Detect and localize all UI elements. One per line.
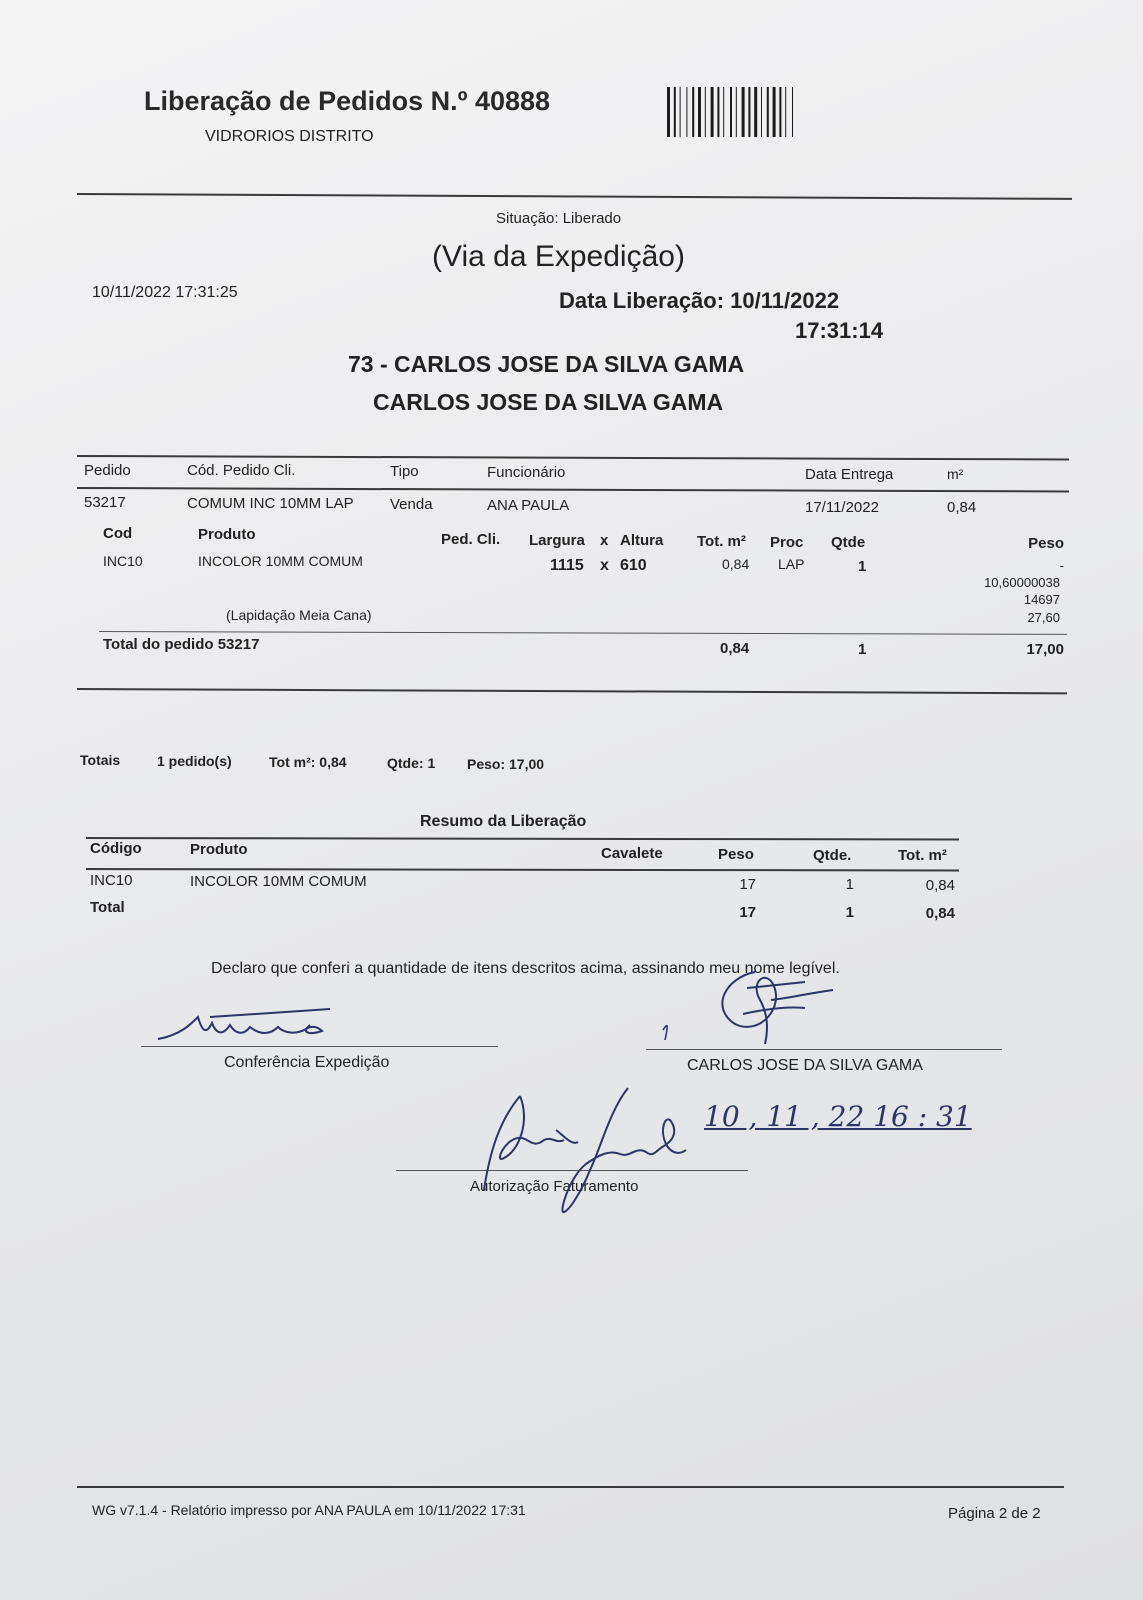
item-peso-line2: 14697 — [1023, 592, 1060, 607]
client-code-name: 73 - CARLOS JOSE DA SILVA GAMA — [348, 351, 745, 377]
summary-header-produto: Produto — [190, 841, 248, 858]
order-total-peso: 17,00 — [1026, 641, 1064, 658]
item-header-tot-m2: Tot. m² — [697, 533, 746, 550]
summary-total-peso: 17 — [739, 904, 756, 921]
item-width: 1115 — [550, 557, 584, 574]
summary-header-qtde: Qtde. — [813, 847, 852, 864]
summary-header-tot-m2: Tot. m² — [898, 847, 947, 864]
client-order-code: COMUM INC 10MM LAP — [187, 495, 354, 512]
summary-header-peso: Peso — [718, 846, 754, 863]
employee-name: ANA PAULA — [487, 497, 570, 514]
item-proc: LAP — [778, 556, 805, 572]
client-name: CARLOS JOSE DA SILVA GAMA — [373, 389, 724, 415]
summary-header-cavalete: Cavalete — [601, 845, 663, 862]
item-product: INCOLOR 10MM COMUM — [198, 553, 363, 569]
footer-printed-by: WG v7.1.4 - Relatório impresso por ANA PAULA em 10/11/2022 17:31 — [92, 1502, 526, 1518]
col-header-funcionario: Funcionário — [487, 464, 566, 481]
order-table-bottom-rule — [77, 688, 1067, 694]
order-type: Venda — [390, 496, 433, 513]
col-header-cod-pedido: Cód. Pedido Cli. — [187, 462, 296, 479]
client-signature-line — [646, 1049, 1002, 1050]
item-process-note: (Lapidação Meia Cana) — [226, 607, 372, 623]
summary-total-label: Total — [90, 899, 125, 916]
client-signature-label: CARLOS JOSE DA SILVA GAMA — [687, 1057, 923, 1074]
summary-row-codigo: INC10 — [90, 872, 133, 889]
item-header-qtde: Qtde — [831, 534, 866, 551]
company-name: VIDRORIOS DISTRITO — [205, 128, 374, 145]
totals-m2: Tot m²: 0,84 — [269, 754, 347, 770]
order-m2: 0,84 — [947, 499, 977, 516]
release-date: Data Liberação: 10/11/2022 — [559, 288, 840, 313]
summary-total-tot-m2: 0,84 — [925, 905, 955, 922]
summary-row-produto: INCOLOR 10MM COMUM — [190, 873, 367, 890]
item-header-cod: Cod — [103, 525, 133, 542]
delivery-date: 17/11/2022 — [805, 499, 879, 516]
order-total-qtde: 1 — [858, 641, 867, 658]
order-total-m2: 0,84 — [720, 640, 750, 657]
item-header-x: x — [600, 532, 609, 549]
item-times: x — [600, 557, 609, 574]
item-code: INC10 — [103, 553, 143, 569]
autorizacao-signature — [460, 1080, 690, 1220]
item-peso-dash: - — [1059, 558, 1064, 573]
item-total-rule — [99, 631, 1067, 635]
item-header-altura: Altura — [620, 532, 664, 549]
conferencia-signature-line — [141, 1046, 498, 1047]
footer-rule — [77, 1486, 1064, 1488]
order-total-label: Total do pedido 53217 — [103, 636, 260, 653]
handwritten-date: 10 , 11 , 22 16 : 31 — [704, 1100, 972, 1133]
release-time: 17:31:14 — [795, 318, 884, 343]
summary-row-peso: 17 — [739, 876, 756, 893]
totals-pedidos: 1 pedido(s) — [157, 753, 232, 769]
col-header-tipo: Tipo — [390, 463, 419, 480]
order-number: 53217 — [84, 494, 126, 511]
item-height: 610 — [620, 557, 647, 574]
declaration-text: Declaro que conferi a quantidade de itens descritos acima, assinando meu nome legível. — [211, 960, 840, 977]
status-text: Situação: Liberado — [496, 210, 622, 227]
client-signature — [655, 968, 855, 1048]
item-qtde: 1 — [858, 558, 867, 575]
summary-header-codigo: Código — [90, 840, 142, 857]
summary-top-rule — [86, 837, 959, 841]
document-title: Liberação de Pedidos N.º 40888 — [144, 86, 551, 116]
conferencia-signature — [150, 1005, 340, 1045]
conferencia-label: Conferência Expedição — [224, 1054, 390, 1071]
totals-label: Totais — [80, 752, 121, 768]
printed-timestamp: 10/11/2022 17:31:25 — [92, 284, 238, 301]
summary-row-tot-m2: 0,84 — [925, 877, 955, 894]
col-header-m2: m² — [947, 466, 964, 482]
item-peso-line1: 10,60000038 — [984, 575, 1060, 590]
item-header-largura: Largura — [529, 532, 585, 549]
item-tot-m2: 0,84 — [722, 556, 750, 572]
totals-qtde: Qtde: 1 — [387, 755, 436, 771]
item-header-peso: Peso — [1028, 535, 1064, 552]
summary-header-rule — [86, 868, 959, 872]
col-header-data-entrega: Data Entrega — [805, 466, 894, 483]
barcode-image — [667, 87, 843, 139]
header-rule — [77, 193, 1072, 200]
item-peso-line3: 27,60 — [1027, 610, 1060, 625]
autorizacao-label: Autorização Faturamento — [470, 1178, 639, 1195]
summary-total-qtde: 1 — [845, 904, 854, 921]
item-header-ped-cli: Ped. Cli. — [441, 531, 501, 548]
footer-page-number: Página 2 de 2 — [948, 1505, 1041, 1522]
summary-row-qtde: 1 — [845, 876, 854, 893]
item-header-proc: Proc — [770, 534, 804, 551]
summary-title: Resumo da Liberação — [420, 813, 587, 830]
item-header-produto: Produto — [198, 526, 256, 543]
col-header-pedido: Pedido — [84, 462, 131, 479]
via-label: (Via da Expedição) — [432, 240, 685, 273]
totals-peso: Peso: 17,00 — [467, 756, 545, 772]
order-table-top-rule — [77, 455, 1069, 460]
order-table-header-rule — [77, 487, 1069, 492]
